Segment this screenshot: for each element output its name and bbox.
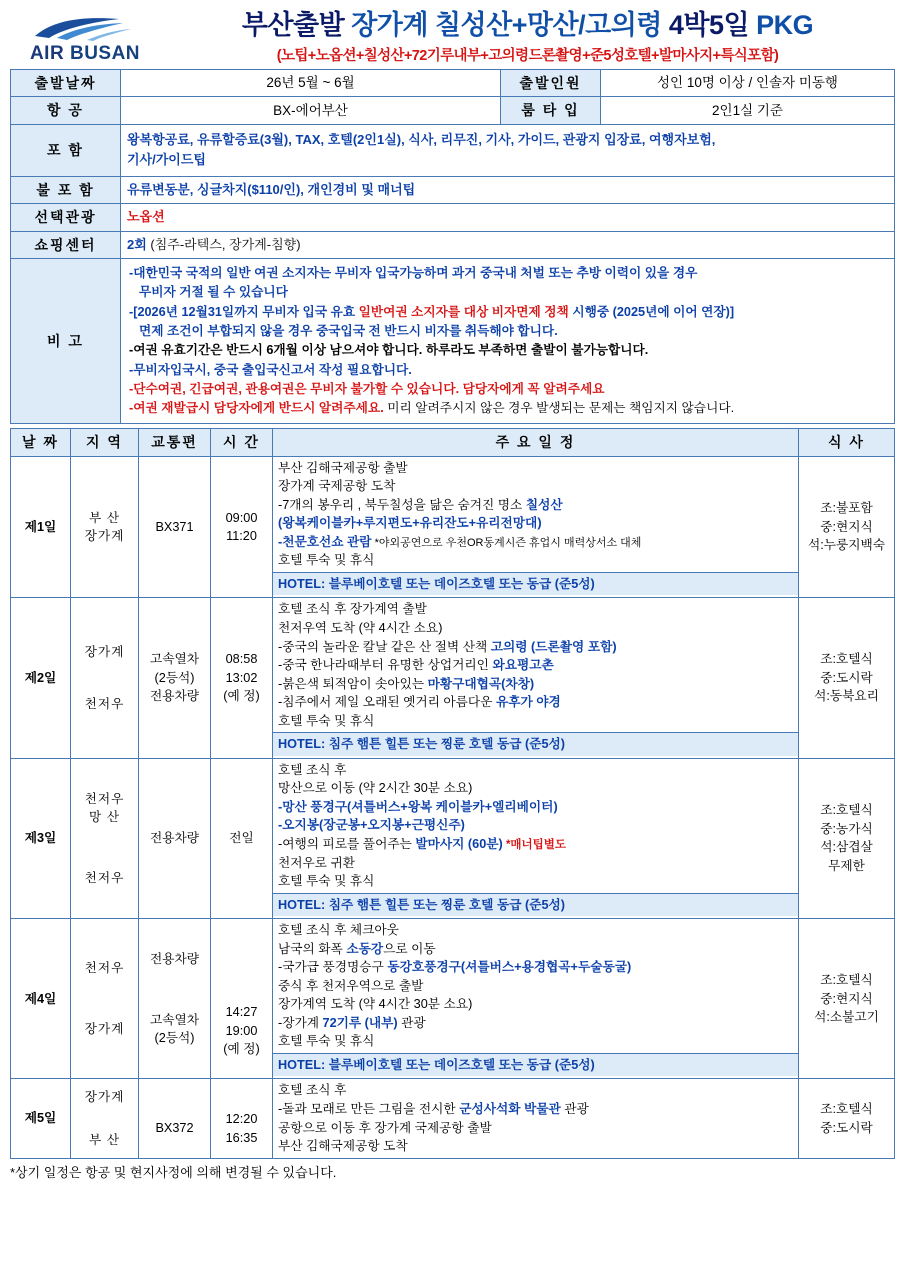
value-optional-tour: 노옵션 (121, 204, 895, 231)
schedule-line (278, 1100, 793, 1119)
day-area (71, 456, 139, 598)
meal-line: 석:동북요리 (814, 689, 879, 704)
col-meals: 식 사 (799, 429, 895, 456)
label-air: 항 공 (11, 97, 121, 124)
table-row (11, 259, 895, 424)
value-shopping (121, 231, 895, 258)
day-transport (139, 1079, 211, 1158)
schedule-seg-highlight: 군성사석화 박물관 (459, 1102, 561, 1116)
meal-line: 중:도시락 (820, 670, 873, 685)
remark-line: -여권 유효기간은 반드시 6개월 이상 남으셔야 합니다. 하루라도 부족하면 출발이 불가능합니다. (129, 343, 649, 358)
schedule-seg-highlight: 마황구대협곡(차창) (427, 676, 535, 691)
schedule-seg-highlight: 칠성산 (525, 497, 563, 512)
schedule-line: 부산 김해국제공항 도착 (278, 1139, 408, 1154)
day-time (211, 758, 273, 919)
remark-seg: 시행중 (2025년에 이어 연장)] (568, 304, 735, 319)
area-line: 부 산 (88, 1132, 121, 1147)
transport-line: 전용차량 (149, 952, 200, 967)
schedule-seg-highlight: 유후가 야경 (495, 695, 561, 710)
schedule-seg: -여행의 피로를 풀어주는 (278, 836, 416, 851)
schedule-seg: -7개의 봉우리 , 북두칠성을 닮은 숨겨진 명소 (278, 497, 526, 512)
time-line: (예 정) (223, 689, 260, 704)
schedule-line: 공항으로 이동 후 장가계 국제공항 출발 (278, 1120, 492, 1135)
area-line: 부 산 (88, 510, 121, 525)
meal-line: 조:호텔식 (820, 973, 873, 988)
value-remark (121, 259, 895, 424)
value-room-type: 2인1실 기준 (601, 97, 895, 124)
schedule-line: 호텔 투숙 및 휴식 (278, 553, 375, 568)
day-label: 제2일 (11, 598, 71, 758)
transport-line: BX371 (155, 519, 194, 534)
area-line: 장가계 (84, 1021, 125, 1036)
day-meals (799, 456, 895, 598)
shopping-count: 2회 (127, 236, 147, 252)
meal-line: 석:삼겹살 (820, 840, 873, 855)
area-line: 망 산 (88, 810, 121, 825)
day-transport (139, 758, 211, 919)
schedule-seg: 으로 이동 (383, 941, 436, 956)
schedule-line: 천저우역 도착 (약 4시간 소요) (278, 621, 443, 635)
schedule-seg: -중국 한나라때부터 유명한 상업거리인 (278, 658, 493, 673)
schedule-line: 천저우로 귀환 (278, 855, 356, 870)
schedule-seg: 관광 (397, 1015, 426, 1030)
hotel-line: HOTEL: 블루베이호텔 또는 데이즈호텔 또는 동급 (준5성) (272, 572, 799, 596)
remark-seg-highlight: 일반여권 소지자를 대상 비자면제 정책 (358, 304, 569, 319)
shopping-detail: (침주-라텍스, 장가계-침향) (146, 236, 301, 252)
transport-line: 고속열차 (149, 1012, 200, 1027)
table-row (11, 70, 895, 97)
schedule-line: 호텔 조식 후 (278, 762, 347, 777)
value-include (121, 124, 895, 177)
schedule-line (278, 638, 793, 657)
time-line: 11:20 (226, 529, 257, 544)
schedule-line (278, 940, 793, 959)
meal-line: 중:현지식 (820, 519, 873, 534)
schedule-line: 호텔 조식 후 장가계역 출발 (278, 602, 427, 617)
meal-line: 조:호텔식 (820, 803, 873, 818)
schedule-line: 망산으로 이동 (약 2시간 30분 소요) (278, 781, 473, 796)
col-transport: 교통편 (139, 429, 211, 456)
table-row (11, 919, 895, 1079)
day-meals (799, 598, 895, 758)
time-line: 08:58 (225, 652, 258, 667)
label-room-type: 룸 타 입 (501, 97, 601, 124)
day-schedule (273, 598, 799, 758)
remark-line: -무비자입국시, 중국 출입국신고서 작성 필요합니다. (129, 362, 412, 377)
area-line: 천저우 (84, 791, 125, 806)
transport-line: (2등석) (154, 670, 195, 685)
meal-line: 석:소불고기 (814, 1010, 879, 1025)
logo-busan-text: BUSAN (69, 43, 141, 64)
include-line-1: 왕복항공료, 유류할증료(3월), TAX, 호텔(2인1실), 식사, 리무진, 기사, 가이드, 관광지 입장료, 여행자보험, (127, 131, 716, 147)
value-pax: 성인 10명 이상 / 인솔자 미동행 (601, 70, 895, 97)
remark-line (129, 303, 886, 322)
schedule-seg: 관광 (560, 1102, 589, 1116)
day-time (211, 919, 273, 1079)
col-area: 지 역 (71, 429, 139, 456)
meal-line: 석:누룽지백숙 (807, 538, 886, 553)
time-line: 09:00 (225, 510, 258, 525)
remark-seg: -[2026년 12월31일까지 무비자 입국 유효 (129, 304, 359, 319)
schedule-line: 장가계 국제공항 도착 (278, 479, 396, 494)
title-departure: 부산출발 (241, 10, 345, 41)
day-area (71, 1079, 139, 1158)
hotel-line: HOTEL: 침주 햄튼 힐튼 또는 찡룬 호텔 동급 (준5성) (272, 732, 799, 756)
day-transport (139, 598, 211, 758)
area-line: 천저우 (84, 697, 125, 712)
page-title (160, 10, 895, 40)
transport-line: 전용차량 (149, 831, 200, 846)
meal-line: 조:호텔식 (820, 1102, 873, 1116)
area-line: 천저우 (84, 961, 125, 976)
table-row (11, 758, 895, 919)
remark-line: -대한민국 국적의 일반 여권 소지자는 무비자 입국가능하며 과거 중국내 처벌 또는 추방 이력이 있을 경우 (129, 266, 698, 281)
label-optional-tour: 선택관광 (11, 204, 121, 231)
day-time (211, 1079, 273, 1158)
table-row (11, 204, 895, 231)
meal-line: 중:도시락 (820, 1120, 873, 1135)
transport-line: 고속열차 (149, 652, 200, 667)
day-schedule (273, 919, 799, 1079)
document-header (10, 8, 895, 69)
table-row (11, 124, 895, 177)
day-area (71, 598, 139, 758)
day-schedule (273, 1079, 799, 1158)
schedule-line (278, 496, 793, 515)
day-transport (139, 919, 211, 1079)
day-label: 제5일 (11, 1079, 71, 1158)
area-line: 장가계 (84, 1090, 125, 1104)
schedule-line: 호텔 조식 후 체크아웃 (278, 923, 399, 938)
page-subtitle: (노팁+노옵션+칠성산+72기루내부+고의령드론촬영+준5성호텔+발마사지+특식포함) (276, 47, 779, 64)
airline-logo (10, 10, 160, 65)
time-line: 19:00 (225, 1023, 258, 1038)
day-time (211, 598, 273, 758)
day-label: 제4일 (11, 919, 71, 1079)
day-time (211, 456, 273, 598)
schedule-line (278, 693, 793, 712)
schedule-line (278, 675, 793, 694)
value-air: BX-에어부산 (121, 97, 501, 124)
label-shopping: 쇼핑센터 (11, 231, 121, 258)
title-duration: 4박5일 (668, 10, 750, 41)
day-schedule (273, 758, 799, 919)
col-time: 시 간 (211, 429, 273, 456)
schedule-seg-note: *야외공연으로 우천OR동계시즌 휴업시 매력상서소 대체 (371, 536, 642, 549)
col-day: 날 짜 (11, 429, 71, 456)
schedule-line: 호텔 투숙 및 휴식 (278, 1034, 375, 1049)
schedule-seg: -국가급 풍경명승구 (278, 960, 388, 975)
table-row (11, 456, 895, 598)
area-line: 장가계 (84, 529, 125, 544)
col-schedule: 주 요 일 정 (273, 429, 799, 456)
title-pkg: PKG (756, 10, 814, 41)
logo-air-text: AIR (29, 43, 65, 64)
time-line: 12:20 (225, 1112, 258, 1126)
schedule-line: 호텔 투숙 및 휴식 (278, 874, 375, 889)
area-line: 천저우 (84, 870, 125, 885)
schedule-line: 장가계역 도착 (약 4시간 30분 소요) (278, 997, 473, 1012)
exclude-text-1: 유류변동분, 싱글차지($110/인) (127, 181, 301, 197)
day-label: 제1일 (11, 456, 71, 598)
schedule-line: 중식 후 천저우역으로 출발 (278, 978, 424, 993)
time-line: 16:35 (225, 1130, 258, 1145)
schedule-seg-highlight: 동강호풍경구(셔틀버스+용경협곡+두술동굴) (387, 960, 632, 975)
schedule-seg: -붉은색 퇴적암이 솟아있는 (278, 676, 428, 691)
title-product: 장가계 칠성산+망산/고의령 (351, 10, 662, 41)
day-label: 제3일 (11, 758, 71, 919)
schedule-line: 부산 김해국제공항 출발 (278, 460, 408, 475)
title-block (160, 10, 895, 64)
schedule-seg: -장가계 (278, 1015, 323, 1030)
label-exclude: 불 포 함 (11, 177, 121, 204)
remark-line: -단수여권, 긴급여권, 관용여권은 무비자 불가할 수 있습니다. 담당자에게 꼭 알려주세요 (129, 381, 605, 396)
hotel-line: HOTEL: 블루베이호텔 또는 데이즈호텔 또는 동급 (준5성) (272, 1053, 799, 1077)
day-schedule (273, 456, 799, 598)
remark-seg: 미리 알려주시지 않은 경우 발생되는 문제는 책임지지 않습니다. (383, 401, 735, 416)
remark-line (129, 399, 886, 418)
schedule-seg-highlight: 72기루 (내부) (322, 1015, 398, 1030)
schedule-line (278, 533, 793, 552)
schedule-seg: -돌과 모래로 만든 그림을 전시한 (278, 1102, 460, 1116)
day-meals (799, 1079, 895, 1158)
schedule-seg-highlight: 와요평고촌 (492, 658, 554, 673)
schedule-line (278, 958, 793, 977)
schedule-seg-highlight: 고의령 (드론촬영 포함) (490, 639, 617, 654)
remark-line: 무비자 거절 될 수 있습니다 (139, 285, 288, 300)
transport-line: (2등석) (154, 1031, 195, 1046)
schedule-line (278, 656, 793, 675)
schedule-line: -오지봉(장군봉+오지봉+근평신주) (278, 818, 465, 833)
time-line: 14:27 (225, 1005, 258, 1020)
label-depart-date: 출발날짜 (11, 70, 121, 97)
schedule-line: 호텔 투숙 및 휴식 (278, 713, 375, 728)
schedule-seg-highlight: -천문호선쇼 관람 (278, 534, 372, 549)
schedule-line (278, 1014, 793, 1033)
footnote: *상기 일정은 항공 및 현지사정에 의해 변경될 수 있습니다. (10, 1164, 337, 1180)
schedule-line: 호텔 조식 후 (278, 1083, 347, 1098)
table-row (11, 177, 895, 204)
table-row (11, 231, 895, 258)
time-line: 전일 (229, 831, 254, 846)
remark-line: 면제 조건이 부합되지 않을 경우 중국입국 전 반드시 비자를 취득해야 합니다. (139, 323, 558, 338)
label-remark: 비 고 (11, 259, 121, 424)
transport-line: 전용차량 (149, 689, 200, 704)
hotel-line: HOTEL: 침주 햄튼 힐튼 또는 찡룬 호텔 동급 (준5성) (272, 893, 799, 917)
area-line: 장가계 (84, 644, 125, 659)
remark-seg-highlight: -여권 재발급시 담당자에게 반드시 알려주세요. (129, 401, 384, 416)
schedule-seg: -중국의 놀라운 칼날 같은 산 절벽 산책 (278, 639, 491, 654)
air-busan-swoosh-icon (27, 16, 143, 42)
label-include: 포 함 (11, 124, 121, 177)
table-row (11, 1079, 895, 1158)
schedule-seg-note: *매너팁별도 (502, 838, 566, 851)
schedule-seg-highlight: 발마사지 (60분) (415, 836, 503, 851)
day-meals (799, 758, 895, 919)
tour-info-table (10, 69, 895, 424)
label-pax: 출발인원 (501, 70, 601, 97)
itinerary-header-row (11, 429, 895, 456)
day-area (71, 919, 139, 1079)
day-transport (139, 456, 211, 598)
schedule-line: (왕복케이블카+루지편도+유리잔도+유리전망대) (278, 516, 542, 531)
itinerary-table (10, 428, 895, 1158)
meal-line: 중:현지식 (820, 991, 873, 1006)
value-exclude (121, 177, 895, 204)
exclude-text-2: , 개인경비 및 매너팁 (300, 181, 416, 197)
day-meals (799, 919, 895, 1079)
schedule-seg: 남국의 화폭 (278, 941, 347, 956)
logo-text (10, 43, 160, 65)
time-line: (예 정) (223, 1042, 260, 1057)
table-row (11, 598, 895, 758)
schedule-line (278, 835, 793, 854)
include-line-2: 기사/가이드팁 (127, 152, 206, 168)
table-row (11, 97, 895, 124)
day-area (71, 758, 139, 919)
transport-line: BX372 (155, 1121, 194, 1136)
meal-line: 무제한 (828, 859, 865, 873)
meal-line: 중:농가식 (820, 821, 873, 836)
schedule-seg: -침주에서 제일 오래된 옛거리 아름다운 (278, 695, 496, 710)
value-depart-date: 26년 5월 ~ 6월 (121, 70, 501, 97)
meal-line: 조:호텔식 (820, 652, 873, 667)
schedule-seg-highlight: 소동강 (346, 941, 384, 956)
schedule-line: -망산 풍경구(셔틀버스+왕복 케이블카+엘리베이터) (278, 799, 558, 814)
meal-line: 조:불포함 (820, 501, 873, 516)
time-line: 13:02 (225, 670, 258, 685)
